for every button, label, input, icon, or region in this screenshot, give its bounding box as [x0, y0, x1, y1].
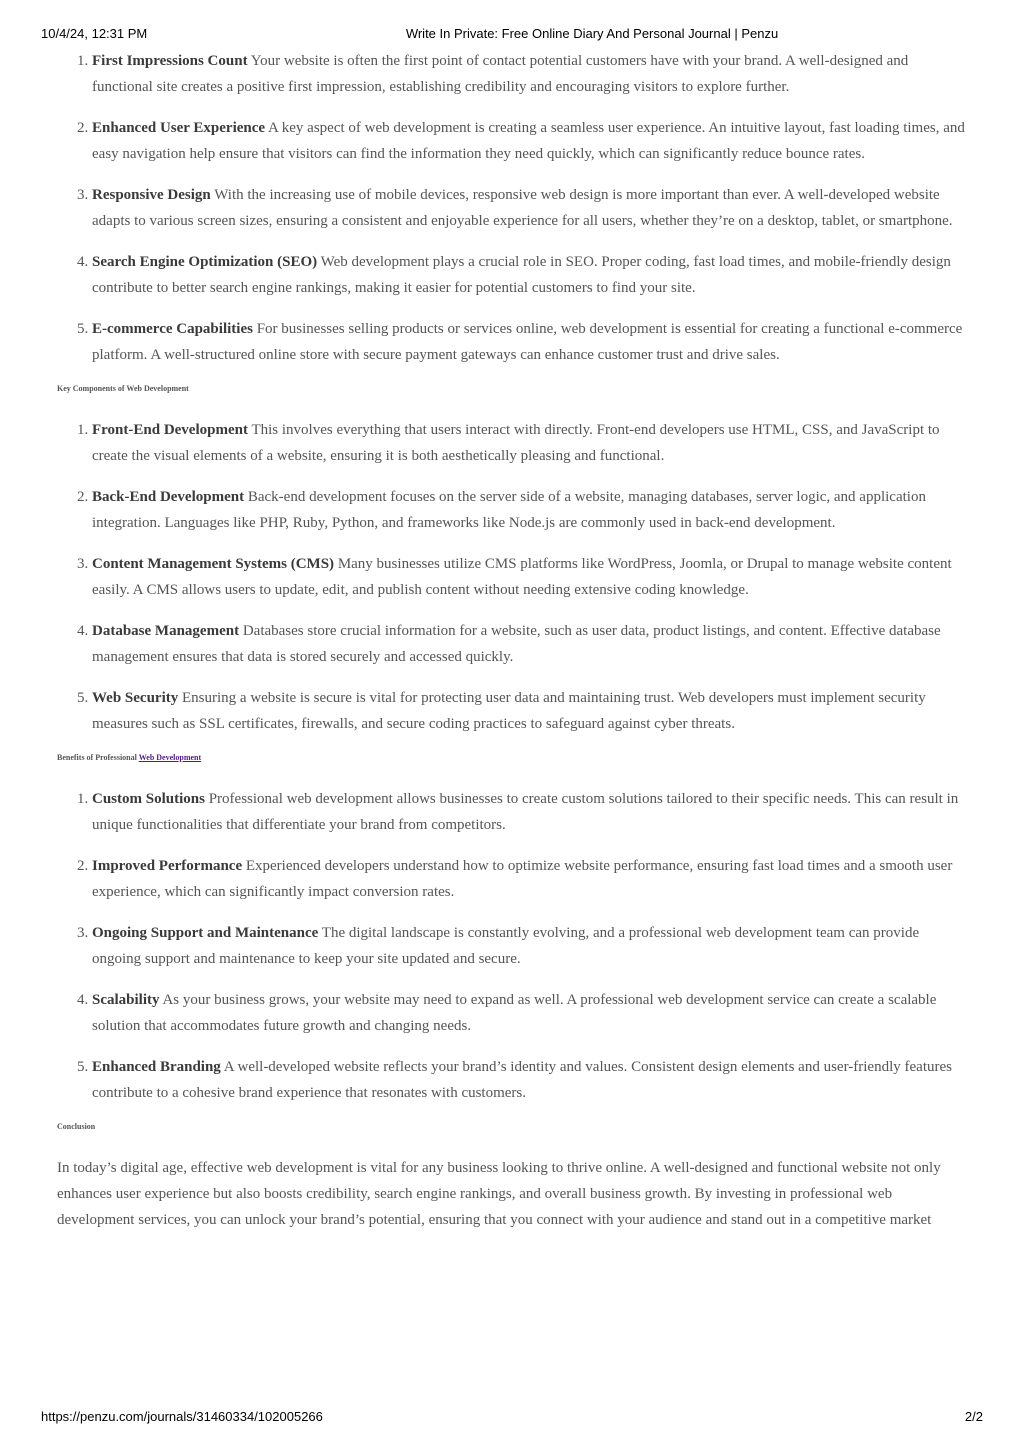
print-page-title: Write In Private: Free Online Diary And Personal Journal | Penzu — [405, 26, 779, 41]
item-text: Professional web development allows businesses to create custom solutions tailored to their specific needs. This can result in unique functionalities that differentiate your brand from competitors. — [92, 791, 959, 833]
list-item — [92, 987, 972, 1039]
item-text: Ensuring a website is secure is vital for protecting user data and maintaining trust. Web developers must implement security measures such as SSL certificates, firewalls, and secure coding practices to safeguard against cyber threats. — [92, 690, 926, 732]
section-heading-conclusion: Conclusion — [57, 1122, 96, 1131]
item-title: Enhanced User Experience — [92, 120, 266, 136]
item-title: Web Security — [92, 690, 179, 706]
item-title: Front-End Development — [92, 422, 248, 438]
item-text: Many businesses utilize CMS platforms like WordPress, Joomla, or Drupal to manage website content easily. A CMS allows users to update, edit, and publish content without needing extensive coding knowledge. — [92, 556, 952, 598]
list-key-components — [57, 417, 972, 737]
list-item — [92, 115, 972, 167]
item-text: With the increasing use of mobile devices, responsive web design is more important than ever. A well-developed website adapts to various screen sizes, ensuring a consistent and enjoyable experience for all users, whether they’re on a desktop, tablet, or smartphone. — [92, 187, 953, 229]
list-item — [92, 920, 972, 972]
item-text: Your website is often the first point of contact potential customers have with your brand. A well-designed and functional site creates a positive first impression, establishing credibility and encouraging visitors to explore further. — [92, 53, 909, 95]
item-title: E-commerce Capabilities — [92, 321, 253, 337]
list-item — [92, 1054, 972, 1106]
journal-content — [57, 48, 972, 1233]
list-item — [92, 48, 972, 100]
print-datetime: 10/4/24, 12:31 PM — [41, 26, 148, 41]
item-text: A key aspect of web development is creating a seamless user experience. An intuitive layout, fast loading times, and easy navigation help ensure that visitors can find the information they need quickly, which can significantly reduce bounce rates. — [92, 120, 965, 162]
item-title: First Impressions Count — [92, 53, 248, 69]
item-title: Content Management Systems (CMS) — [92, 556, 335, 572]
item-title: Ongoing Support and Maintenance — [92, 925, 319, 941]
list-benefits — [57, 786, 972, 1106]
item-text: The digital landscape is constantly evolving, and a professional web development team can provide ongoing support and maintenance to keep your site updated and secure. — [92, 925, 920, 967]
item-title: Enhanced Branding — [92, 1059, 221, 1075]
list-item — [92, 853, 972, 905]
web-development-link[interactable]: Web Development — [138, 753, 202, 762]
list-item — [92, 551, 972, 603]
section-heading-key-components: Key Components of Web Development — [57, 384, 189, 393]
item-title: Search Engine Optimization (SEO) — [92, 254, 318, 270]
page-number: 2/2 — [964, 1409, 983, 1424]
list-item — [92, 417, 972, 469]
item-text: Back-end development focuses on the server side of a website, managing databases, server logic, and application integration. Languages like PHP, Ruby, Python, and frameworks like Node.js are commonly used in back-end development. — [92, 489, 926, 531]
list-why-important — [57, 48, 972, 368]
item-text: Web development plays a crucial role in SEO. Proper coding, fast load times, and mobile-friendly design contribute to better search engine rankings, making it easier for potential customers to find your site. — [92, 254, 951, 296]
conclusion-paragraph: In today’s digital age, effective web development is vital for any business looking to thrive online. A well-designed and functional website not only enhances user experience but also boosts credibility, search engine rankings, and overall business growth. By investing in professional web development services, you can unlock your brand’s potential, ensuring that you connect with your audience and stand out in a competitive market — [57, 1160, 941, 1228]
list-item — [92, 685, 972, 737]
item-text: Databases store crucial information for a website, such as user data, product listings, and content. Effective database management ensures that data is stored securely and accessed quickly. — [92, 623, 941, 665]
item-title: Scalability — [92, 992, 160, 1008]
list-item — [92, 618, 972, 670]
item-title: Back-End Development — [92, 489, 245, 505]
item-text: This involves everything that users interact with directly. Front-end developers use HTML, CSS, and JavaScript to create the visual elements of a website, ensuring it is both aesthetically pleasing and functional. — [92, 422, 940, 464]
section-heading-benefits — [57, 752, 972, 764]
print-header — [0, 26, 1024, 44]
item-title: Database Management — [92, 623, 240, 639]
list-item — [92, 316, 972, 368]
item-text: For businesses selling products or services online, web development is essential for creating a functional e-commerce platform. A well-structured online store with secure payment gateways can enhance customer trust and drive sales. — [92, 321, 963, 363]
item-text: Experienced developers understand how to optimize website performance, ensuring fast load times and a smooth user experience, which can significantly impact conversion rates. — [92, 858, 953, 900]
item-text: As your business grows, your website may need to expand as well. A professional web development service can create a scalable solution that accommodates future growth and changing needs. — [92, 992, 937, 1034]
item-title: Responsive Design — [92, 187, 211, 203]
list-item — [92, 786, 972, 838]
print-url: https://penzu.com/journals/31460334/102005266 — [41, 1409, 323, 1424]
list-item — [92, 484, 972, 536]
item-title: Custom Solutions — [92, 791, 205, 807]
list-item — [92, 249, 972, 301]
item-text: A well-developed website reflects your brand’s identity and values. Consistent design elements and user-friendly features contribute to a cohesive brand experience that resonates with customers. — [92, 1059, 952, 1101]
item-title: Improved Performance — [92, 858, 243, 874]
print-footer — [0, 1409, 1024, 1427]
heading-prefix: Benefits of Professional — [57, 753, 137, 762]
list-item — [92, 182, 972, 234]
